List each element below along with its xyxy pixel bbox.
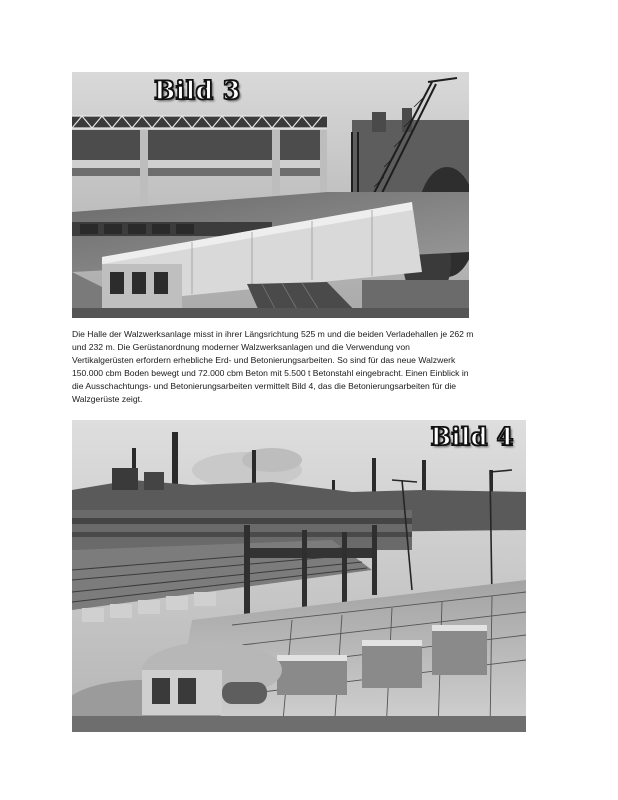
photo-label-bild-3: Bild 3: [154, 76, 241, 105]
photo-bild-3-image: [72, 72, 469, 318]
caption-paragraph: [72, 328, 550, 406]
caption-line-3: Vertikalgerüsten erfordern erhebliche Erd- und Betonierungsarbeiten. So sind für das neue Walzwerk: [72, 355, 456, 365]
caption-line-5: die Ausschachtungs- und Betonierungsarbeiten vermittelt Bild 4, das die Betonierungsarbeiten für die: [72, 381, 457, 391]
photo-bild-4-image: [72, 420, 526, 732]
caption-line-6: Walzgerüste zeigt.: [72, 394, 143, 404]
caption-line-2: und 232 m. Die Gerüstanordnung moderner Walzwerksanlagen und die Verwendung von: [72, 342, 410, 352]
caption-line-1: Die Halle der Walzwerksanlage misst in ihrer Längsrichtung 525 m und die beiden Verladehallen je 262 m: [72, 329, 474, 339]
construction-photo-bild-4: [72, 420, 526, 732]
photo-label-bild-4: Bild 4: [430, 422, 514, 451]
construction-photo-bild-3: [72, 72, 469, 318]
caption-line-4: 150.000 cbm Boden bewegt und 72.000 cbm Beton mit 5.500 t Betonstahl eingebracht. Einen Einblick in: [72, 368, 469, 378]
